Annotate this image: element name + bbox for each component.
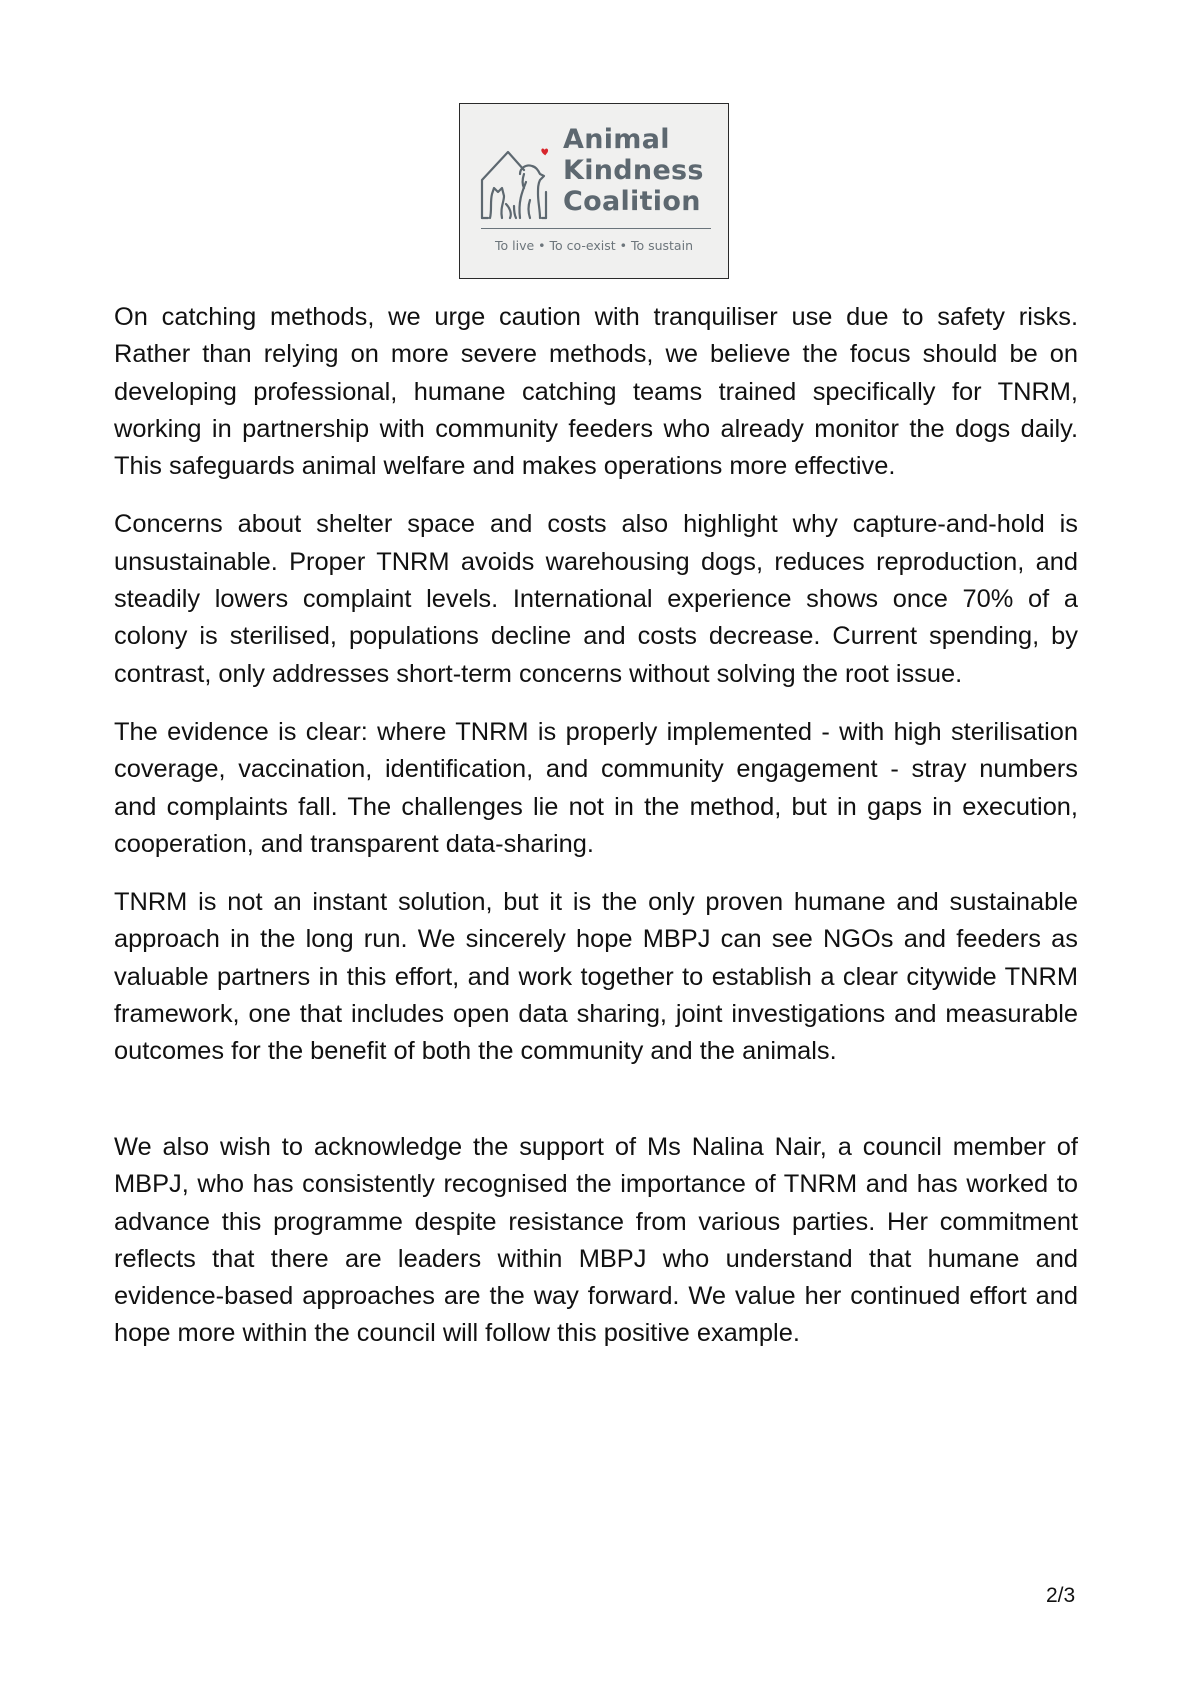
logo-divider [481, 228, 711, 229]
paragraph-shelter-costs: Concerns about shelter space and costs also highlight why capture-and-hold is unsustainable. Proper TNRM avoids warehousing dogs, reduces reproduction, and steadily lowers complaint levels. International experience shows once 70% of a colony is sterilised, populations decline and costs decrease. Current spending, by contrast, only addresses short-term concerns without solving the root issue. [114, 510, 1078, 688]
organization-name-line-2: Kindness [563, 155, 704, 186]
paragraph-catching-methods: On catching methods, we urge caution with tranquiliser use due to safety risks. Rather than relying on more severe methods, we believe the focus should be on developing professional, humane catching teams trained specifically for TNRM, working in partnership with community feeders who already monitor the dogs daily. This safeguards animal welfare and makes operations more effective. [114, 303, 1078, 481]
organization-name-line-3: Coalition [563, 186, 701, 217]
paragraph-tnrm-framework: TNRM is not an instant solution, but it is the only proven humane and sustainable approach in the long run. We sincerely hope MBPJ can see NGOs and feeders as valuable partners in this effort, and work together to establish a clear citywide TNRM framework, one that includes open data sharing, joint investigations and measurable outcomes for the benefit of both the community and the animals. [114, 888, 1078, 1066]
organization-name-line-1: Animal [563, 124, 670, 155]
blank-line [114, 1071, 1078, 1108]
organization-tagline: To live • To co-exist • To sustain [495, 238, 693, 253]
page-number: 2/3 [1046, 1584, 1076, 1607]
letter-body [114, 299, 1078, 1374]
house-dog-cat-heart-icon [480, 144, 552, 220]
organization-name [563, 124, 704, 217]
paragraph-evidence: The evidence is clear: where TNRM is properly implemented - with high sterilisation coverage, vaccination, identification, and community engagement - stray numbers and complaints fall. The challenges lie not in the method, but in gaps in execution, cooperation, and transparent data-sharing. [114, 717, 1078, 858]
paragraph-acknowledgement: We also wish to acknowledge the support of Ms Nalina Nair, a council member of MBPJ, who has consistently recognised the importance of TNRM and has worked to advance this programme despite resistance from various parties. Her commitment reflects that there are leaders within MBPJ who understand that humane and evidence-based approaches are the way forward. We value her continued effort and hope more within the council will follow this positive example. [114, 1132, 1078, 1348]
organization-logo [459, 103, 729, 279]
